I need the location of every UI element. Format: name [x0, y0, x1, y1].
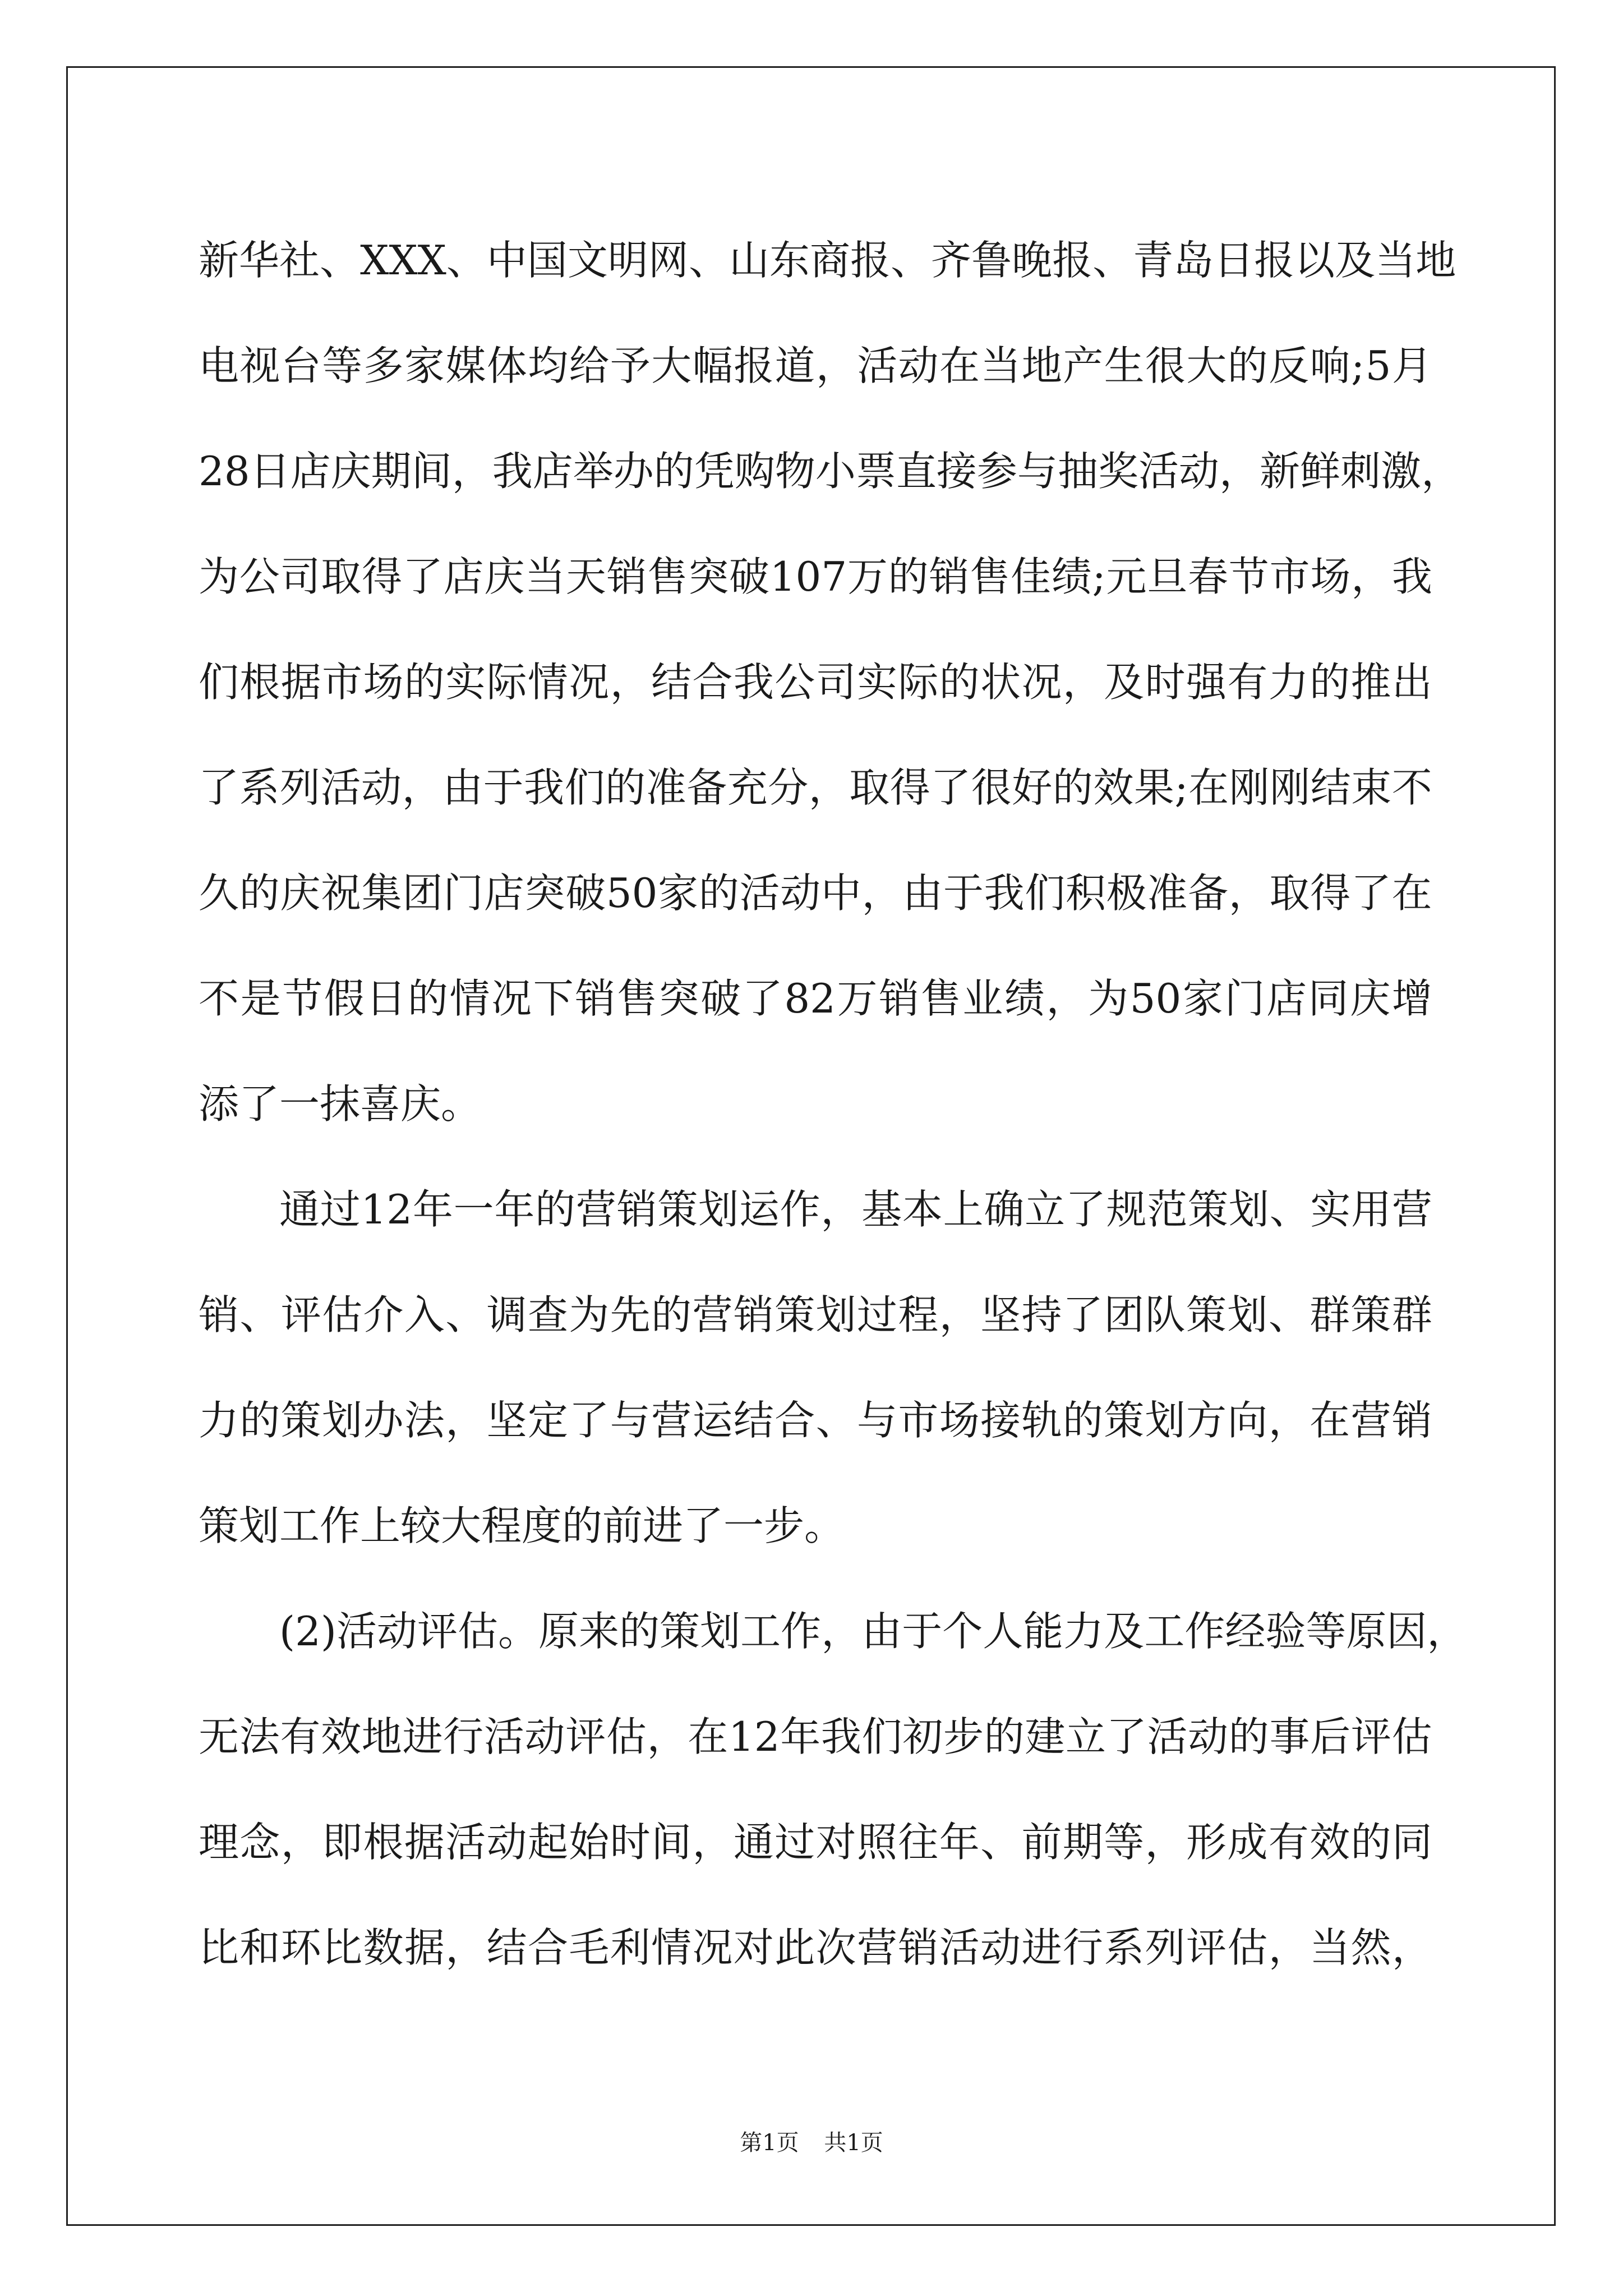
text-line: 新 华 社 、 XXX 、 中 国 文 明 网 、 山 东 商 报 、 齐 鲁 晚 报 、 青 岛 日 报 以 及 当 地	[199, 237, 1456, 284]
text-line: 比 和 环 比 数 据 ， 结 合 毛 利 情 况 对 此 次 营 销 活 动 进 行 系 列 评 估 ， 当 然 ，	[199, 1924, 1432, 1971]
text-line: 久 的 庆 祝 集 团 门 店 突 破 50 家 的 活 动 中 ， 由 于 我 们 积 极 准 备 ， 取 得 了 在	[199, 869, 1432, 917]
text-line: 通 过 12 年 一 年 的 营 销 策 划 运 作 ， 基 本 上 确 立 了 规 范 策 划 、 实 用 营	[279, 1186, 1432, 1233]
paragraph-2	[199, 1157, 1432, 1579]
text-line: 电 视 台 等 多 家 媒 体 均 给 予 大 幅 报 道 ， 活 动 在 当 地 产 生 很 大 的 反 响 ; 5 月	[199, 342, 1432, 389]
text-line: 无 法 有 效 地 进 行 活 动 评 估 ， 在 12 年 我 们 初 步 的 建 立 了 活 动 的 事 后 评 估	[199, 1713, 1432, 1760]
text-line: 力 的 策 划 办 法 ， 坚 定 了 与 营 运 结 合 、 与 市 场 接 轨 的 策 划 方 向 ， 在 营 销	[199, 1397, 1432, 1444]
page-footer	[0, 2126, 1623, 2160]
text-line: 28 日 店 庆 期 间 ， 我 店 举 办 的 凭 购 物 小 票 直 接 参 与 抽 奖 活 动 ， 新 鲜 刺 激 ，	[199, 448, 1462, 495]
paragraph-3	[199, 1579, 1468, 2000]
paragraph-1	[199, 208, 1462, 1157]
page-number: 第1页	[740, 2130, 799, 2156]
text-line: 为 公 司 取 得 了 店 庆 当 天 销 售 突 破 107 万 的 销 售 佳 绩 ; 元 旦 春 节 市 场 ， 我	[199, 553, 1432, 600]
text-line: 不 是 节 假 日 的 情 况 下 销 售 突 破 了 82 万 销 售 业 绩 ， 为 50 家 门 店 同 庆 增	[199, 975, 1432, 1022]
document-body	[199, 208, 1468, 2000]
text-line: 理 念 ， 即 根 据 活 动 起 始 时 间 ， 通 过 对 照 往 年 、 前 期 等 ， 形 成 有 效 的 同	[199, 1819, 1432, 1866]
text-line: (2) 活 动 评 估 。 原 来 的 策 划 工 作 ， 由 于 个 人 能 力 及 工 作 经 验 等 原 因 ，	[279, 1608, 1468, 1655]
page-total: 共1页	[824, 2130, 883, 2156]
text-line: 策划工作上较大程度的前进了一步。	[199, 1502, 845, 1549]
text-line: 了 系 列 活 动 ， 由 于 我 们 的 准 备 充 分 ， 取 得 了 很 好 的 效 果 ; 在 刚 刚 结 束 不	[199, 764, 1432, 811]
text-line: 们 根 据 市 场 的 实 际 情 况 ， 结 合 我 公 司 实 际 的 状 况 ， 及 时 强 有 力 的 推 出	[199, 659, 1432, 706]
text-line: 销 、 评 估 介 入 、 调 查 为 先 的 营 销 策 划 过 程 ， 坚 持 了 团 队 策 划 、 群 策 群	[199, 1291, 1432, 1338]
text-line: 添了一抹喜庆。	[199, 1080, 482, 1128]
